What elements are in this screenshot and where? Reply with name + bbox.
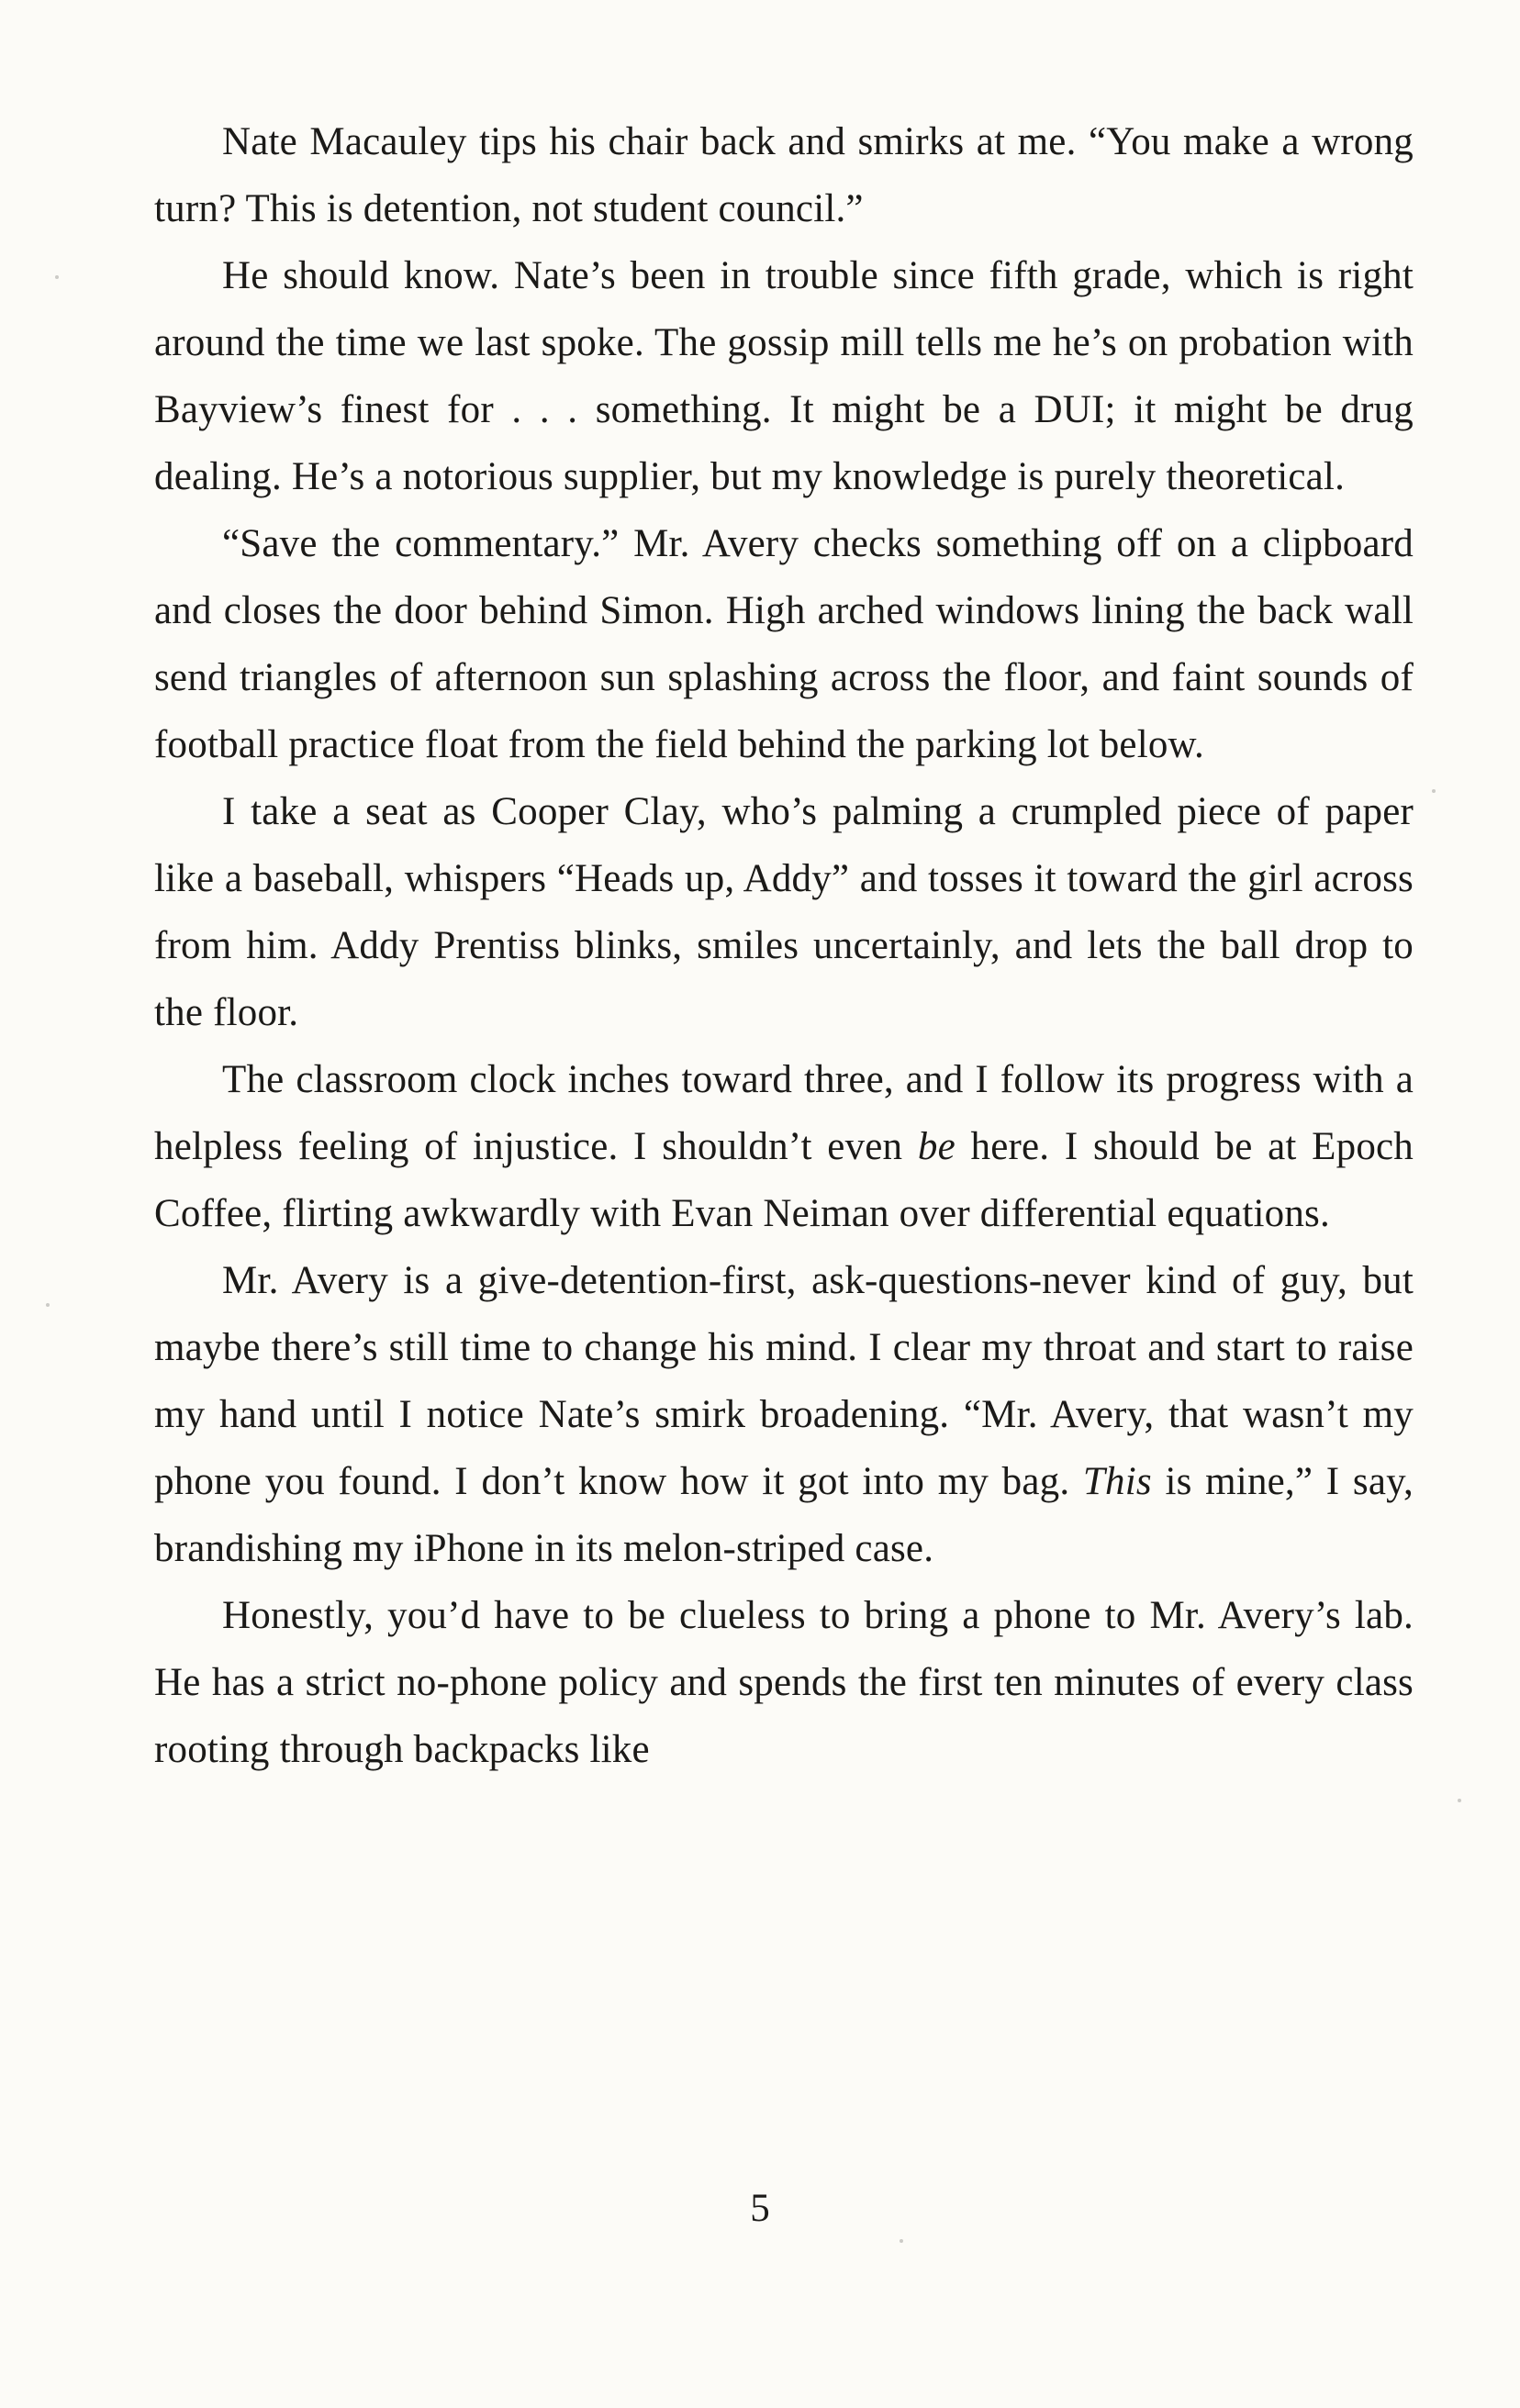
paragraph — [154, 510, 1414, 778]
paragraph — [154, 108, 1414, 242]
scan-speck — [900, 2239, 903, 2243]
paragraph — [154, 1582, 1414, 1783]
text-segment-italic: be — [917, 1125, 956, 1168]
paragraph — [154, 1247, 1414, 1582]
scan-speck — [46, 1303, 50, 1307]
text-segment: here. I should be at Epoch Coffee, flirting awkwardly with Evan Neiman over differential equations. — [154, 1125, 1414, 1235]
text-segment: is mine,” I say, brandishing my iPhone in its melon-striped case. — [154, 1460, 1414, 1570]
text-segment: Mr. Avery is a give-detention-first, ask-questions-never kind of guy, but maybe there’s still time to change his mind. I clear my throat and start to raise my hand until I notice Nate’s smirk broadening. “Mr. Avery, that wasn’t my phone you found. I don’t know how it got into my bag. — [154, 1259, 1414, 1503]
paragraph — [154, 778, 1414, 1046]
text-segment-italic: This — [1082, 1460, 1152, 1503]
text-segment: The classroom clock inches toward three, and I follow its progress with a helpless feeling of injustice. I shouldn’t even — [154, 1058, 1414, 1168]
text-block — [154, 108, 1414, 1783]
text-segment: Honestly, you’d have to be clueless to bring a phone to Mr. Avery’s lab. He has a strict no-phone policy and spends the first ten minutes of every class rooting through backpacks like — [154, 1594, 1414, 1771]
text-segment: “Save the commentary.” Mr. Avery checks something off on a clipboard and closes the door behind Simon. High arched windows lining the back wall send triangles of afternoon sun splashing across the floor, and faint sounds of football practice float from the field behind the parking lot below. — [154, 522, 1414, 766]
scan-speck — [55, 275, 59, 279]
page-number: 5 — [750, 2187, 770, 2230]
paragraph — [154, 242, 1414, 510]
paragraph — [154, 1046, 1414, 1247]
text-segment: He should know. Nate’s been in trouble since fifth grade, which is right around the time we last spoke. The gossip mill tells me he’s on probation with Bayview’s finest for . . . something. It might be a DUI; it might be drug dealing. He’s a notorious supplier, but my knowledge is purely theoretical. — [154, 254, 1414, 498]
scan-speck — [1432, 789, 1436, 793]
text-segment: Nate Macauley tips his chair back and smirks at me. “You make a wrong turn? This is detention, not student council.” — [154, 120, 1414, 230]
scan-speck — [1458, 1799, 1461, 1802]
text-segment: I take a seat as Cooper Clay, who’s palming a crumpled piece of paper like a baseball, whispers “Heads up, Addy” and tosses it toward the girl across from him. Addy Prentiss blinks, smiles uncertainly, and lets the ball drop to the floor. — [154, 790, 1414, 1034]
